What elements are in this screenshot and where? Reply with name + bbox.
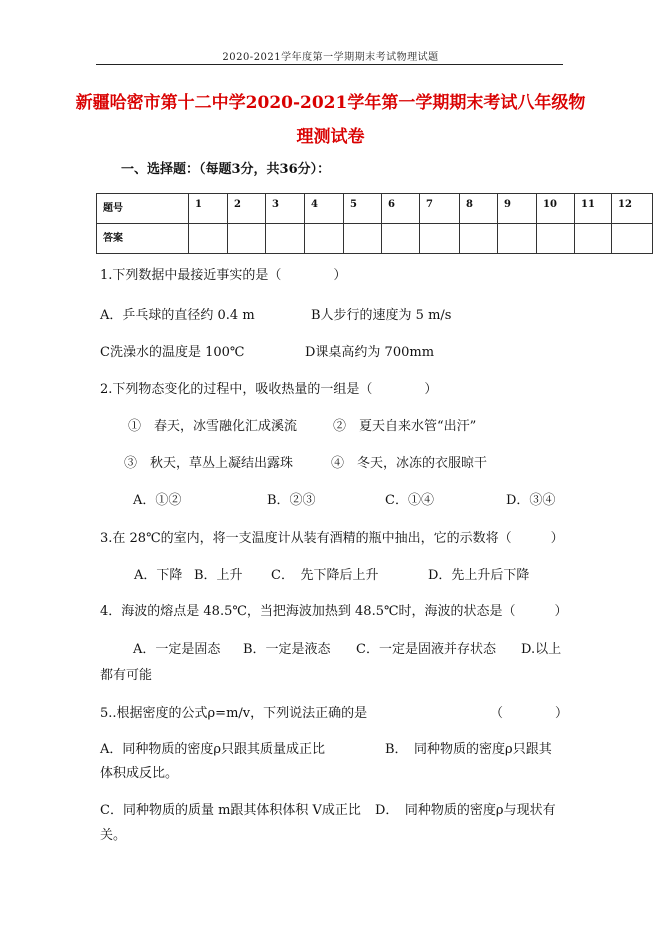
question-1-stem: 1.下列数据中最接近事实的是（ ） <box>100 268 347 283</box>
question-2-option-b: B．②③ <box>267 493 316 508</box>
question-5-option-b-continued: 体积成反比。 <box>100 766 179 781</box>
question-3-option-c: C． 先下降后上升 <box>271 568 379 583</box>
answer-cell[interactable] <box>189 224 228 254</box>
table-cell-number: 11 <box>575 194 612 224</box>
question-4-stem: 4．海波的熔点是 48.5℃，当把海波加热到 48.5℃时，海波的状态是（ ） <box>100 604 568 619</box>
table-cell-number: 10 <box>537 194 575 224</box>
table-cell-number: 6 <box>382 194 420 224</box>
question-5-option-a: A．同种物质的密度ρ只跟其质量成正比 <box>100 742 326 757</box>
question-2-item-3: ③ 秋天，草丛上凝结出露珠 <box>124 456 294 471</box>
document-title-line2: 理测试卷 <box>296 127 365 147</box>
question-3-option-d: D．先上升后下降 <box>428 568 530 583</box>
question-2-item-4: ④ 冬天，冰冻的衣服晾干 <box>331 456 488 471</box>
question-4-option-a: A．一定是固态 <box>133 642 221 657</box>
document-title-line1: 新疆哈密市第十二中学2020-2021学年第一学期期末考试八年级物 <box>75 93 586 113</box>
answer-table <box>96 193 653 254</box>
answer-cell[interactable] <box>382 224 420 254</box>
question-4-option-d-continued: 都有可能 <box>100 668 153 683</box>
question-3-option-b: B．上升 <box>194 568 243 583</box>
question-1-option-a: A．乒乓球的直径约 0.4 m <box>100 308 255 323</box>
question-3-option-a: A．下降 <box>134 568 183 583</box>
table-cell-number: 9 <box>498 194 537 224</box>
question-2-option-c: C．①④ <box>385 493 434 508</box>
question-4-option-c: C．一定是固液并存状态 <box>356 642 496 657</box>
question-1-option-c: C洗澡水的温度是 100℃ <box>100 345 245 360</box>
question-5-option-c: C．同种物质的质量 m跟其体积体积 V成正比 <box>100 803 361 818</box>
table-cell-number: 3 <box>266 194 305 224</box>
question-5-option-d-continued: 关。 <box>100 828 127 843</box>
answer-cell[interactable] <box>460 224 498 254</box>
question-2-stem: 2.下列物态变化的过程中，吸收热量的一组是（ ） <box>100 382 438 397</box>
question-1-option-d: D课桌高约为 700mm <box>305 345 435 360</box>
answer-cell[interactable] <box>228 224 266 254</box>
answer-cell[interactable] <box>498 224 537 254</box>
table-cell-number: 4 <box>305 194 344 224</box>
question-5-answer-paren: （ ） <box>490 706 569 721</box>
question-2-item-1: ① 春天，冰雪融化汇成溪流 <box>128 419 298 434</box>
question-5-stem: 5..根据密度的公式ρ=m/v，下列说法正确的是 <box>100 706 368 721</box>
question-3-stem: 3.在 28℃的室内，将一支温度计从装有酒精的瓶中抽出，它的示数将（ ） <box>100 531 564 546</box>
answer-cell[interactable] <box>420 224 460 254</box>
table-cell-number: 5 <box>344 194 382 224</box>
header-rule <box>96 64 563 65</box>
question-2-item-2: ② 夏天自来水管“出汗” <box>333 419 477 434</box>
table-cell-number: 12 <box>612 194 653 224</box>
table-cell-number: 7 <box>420 194 460 224</box>
question-4-option-b: B．一定是液态 <box>243 642 331 657</box>
question-5-option-d: D． 同种物质的密度ρ与现状有 <box>375 803 556 818</box>
table-cell-number: 2 <box>228 194 266 224</box>
answer-cell[interactable] <box>537 224 575 254</box>
table-cell-number: 8 <box>460 194 498 224</box>
question-5-option-b: B． 同种物质的密度ρ只跟其 <box>385 742 552 757</box>
question-2-option-a: A．①② <box>133 493 182 508</box>
table-row <box>97 224 653 254</box>
answer-cell[interactable] <box>305 224 344 254</box>
question-2-option-d: D．③④ <box>506 493 556 508</box>
page-header: 2020-2021学年度第一学期期末考试物理试题 <box>222 52 439 63</box>
answer-cell[interactable] <box>266 224 305 254</box>
answer-cell[interactable] <box>575 224 612 254</box>
question-4-option-d: D.以上 <box>521 642 562 657</box>
table-label-answer: 答案 <box>97 224 189 254</box>
question-1-option-b: B人步行的速度为 5 m/s <box>311 308 452 323</box>
answer-cell[interactable] <box>344 224 382 254</box>
table-row <box>97 194 653 224</box>
table-label-number: 题号 <box>97 194 189 224</box>
table-cell-number: 1 <box>189 194 228 224</box>
section-heading-choice: 一、选择题：（每题3分，共36分）： <box>121 162 331 177</box>
answer-cell[interactable] <box>612 224 653 254</box>
